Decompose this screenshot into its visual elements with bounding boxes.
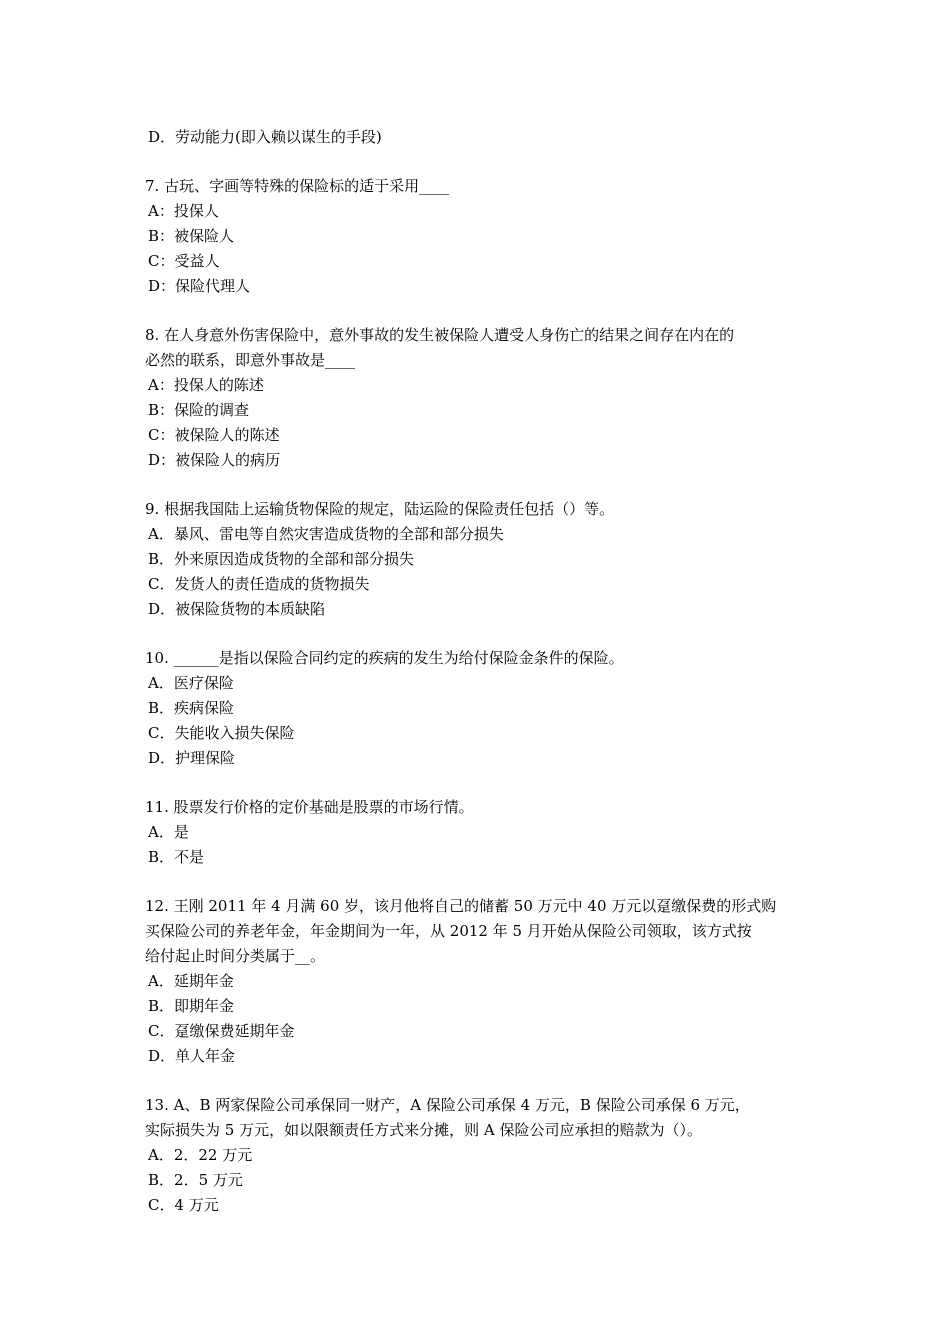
option-a: A．延期年金 <box>148 972 234 990</box>
question-12 <box>145 894 810 1069</box>
question-11 <box>145 795 810 870</box>
option-a: A．2．22 万元 <box>148 1146 253 1164</box>
option-a: A：投保人的陈述 <box>148 376 264 394</box>
question-text: 9. 根据我国陆上运输货物保险的规定，陆运险的保险责任包括（）等。 <box>145 500 615 518</box>
option-c: C：被保险人的陈述 <box>148 426 280 444</box>
question-text-continued: 给付起止时间分类属于__。 <box>145 947 326 965</box>
option-d: D：保险代理人 <box>148 277 251 295</box>
spacer <box>145 150 810 174</box>
option-d: D．护理保险 <box>148 749 236 767</box>
option-c: C．趸缴保费延期年金 <box>148 1022 295 1040</box>
option-b: B：被保险人 <box>148 227 235 245</box>
option-b: B．即期年金 <box>148 997 235 1015</box>
question-10 <box>145 646 810 771</box>
option-a: A：投保人 <box>148 202 219 220</box>
option-b: B：保险的调查 <box>148 401 250 419</box>
question-text-continued: 必然的联系，即意外事故是____ <box>145 351 356 369</box>
option-d-previous-question: D．劳动能力(即入赖以谋生的手段) <box>148 128 382 146</box>
spacer <box>145 299 810 323</box>
option-a: A．暴风、雷电等自然灾害造成货物的全部和部分损失 <box>148 525 504 543</box>
option-c: C．4 万元 <box>148 1196 219 1214</box>
option-b: B．不是 <box>148 848 205 866</box>
option-c: C．发货人的责任造成的货物损失 <box>148 575 370 593</box>
option-d: D：被保险人的病历 <box>148 451 281 469</box>
spacer <box>145 870 810 894</box>
option-b: B．疾病保险 <box>148 699 235 717</box>
question-text: 8. 在人身意外伤害保险中，意外事故的发生被保险人遭受人身伤亡的结果之间存在内在的 <box>145 326 735 344</box>
option-a: A．医疗保险 <box>148 674 234 692</box>
question-text: 13. A、B 两家保险公司承保同一财产，A 保险公司承保 4 万元，B 保险公司承保 6 万元， <box>145 1096 750 1114</box>
option-c: C．失能收入损失保险 <box>148 724 295 742</box>
spacer <box>145 771 810 795</box>
spacer <box>145 622 810 646</box>
question-9 <box>145 497 810 622</box>
document-page <box>145 125 810 1218</box>
question-text-continued: 买保险公司的养老年金，年金期间为一年，从 2012 年 5 月开始从保险公司领取，该方式按 <box>145 922 752 940</box>
option-b: B．外来原因造成货物的全部和部分损失 <box>148 550 415 568</box>
question-text: 10. ______是指以保险合同约定的疾病的发生为给付保险金条件的保险。 <box>145 649 624 667</box>
question-text-continued: 实际损失为 5 万元，如以限额责任方式来分摊，则 A 保险公司应承担的赔款为（）。 <box>145 1121 702 1139</box>
option-b: B．2．5 万元 <box>148 1171 243 1189</box>
question-text: 11. 股票发行价格的定价基础是股票的市场行情。 <box>145 798 474 816</box>
question-8 <box>145 323 810 473</box>
spacer <box>145 473 810 497</box>
option-d: D．单人年金 <box>148 1047 236 1065</box>
question-text: 12. 王刚 2011 年 4 月满 60 岁，该月他将自己的储蓄 50 万元中 40 万元以趸缴保费的形式购 <box>145 897 777 915</box>
question-text: 7. 古玩、字画等特殊的保险标的适于采用____ <box>145 177 450 195</box>
option-c: C：受益人 <box>148 252 220 270</box>
spacer <box>145 1069 810 1093</box>
option-d: D．被保险货物的本质缺陷 <box>148 600 326 618</box>
question-13 <box>145 1093 810 1218</box>
option-a: A．是 <box>148 823 189 841</box>
question-7 <box>145 174 810 299</box>
